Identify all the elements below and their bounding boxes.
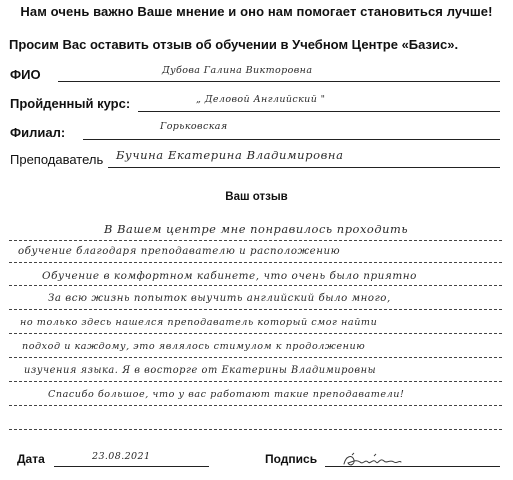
review-line-text: Обучение в комфортном кабинете, что очень было приятно: [42, 270, 417, 282]
review-ruled-line: [9, 381, 502, 382]
review-ruled-line: [9, 357, 502, 358]
course-value: „ Деловой Английский ": [196, 94, 326, 105]
course-line: [138, 111, 500, 112]
review-ruled-line: [9, 285, 502, 286]
review-line-text: но только здесь нашелся преподаватель который смог найти: [20, 317, 378, 328]
branch-line: [83, 139, 500, 140]
fio-value: Дубова Галина Викторовна: [162, 65, 313, 76]
review-title: Ваш отзыв: [225, 191, 288, 203]
course-label: Пройденный курс:: [10, 96, 131, 111]
date-value: 23.08.2021: [92, 451, 151, 462]
date-label: Дата: [17, 452, 45, 466]
branch-value: Горьковская: [160, 121, 228, 132]
signature: [340, 450, 404, 472]
teacher-line: [108, 167, 500, 168]
fio-label: ФИО: [10, 67, 41, 82]
review-ruled-line: [9, 405, 502, 406]
review-line-text: подход и каждому, это являлось стимулом к продолжению: [22, 341, 366, 352]
teacher-label: Преподаватель: [10, 152, 104, 167]
fio-line: [58, 81, 500, 82]
review-ruled-line: [9, 309, 502, 310]
review-ruled-line: [9, 429, 502, 430]
review-line-text: Спасибо большое, что у вас работают такие преподаватели!: [48, 389, 405, 400]
form-header: Нам очень важно Ваше мнение и оно нам помогает становиться лучше!: [20, 4, 493, 19]
review-ruled-line: [9, 240, 502, 241]
signature-label: Подпись: [265, 452, 318, 466]
teacher-value: Бучина Екатерина Владимировна: [116, 148, 344, 162]
review-ruled-line: [9, 333, 502, 334]
branch-label: Филиал:: [10, 125, 66, 140]
review-line-text: За всю жизнь попыток выучить английский было много,: [48, 293, 391, 304]
form-request: Просим Вас оставить отзыв об обучении в Учебном Центре «Базис».: [9, 37, 459, 52]
review-line-text: обучение благодаря преподавателю и расположению: [18, 246, 341, 257]
review-ruled-line: [9, 262, 502, 263]
date-line: [54, 466, 209, 467]
review-line-text: В Вашем центре мне понравилось проходить: [104, 222, 409, 236]
review-line-text: изучения языка. Я в восторге от Екатерины Владимировны: [24, 365, 377, 376]
